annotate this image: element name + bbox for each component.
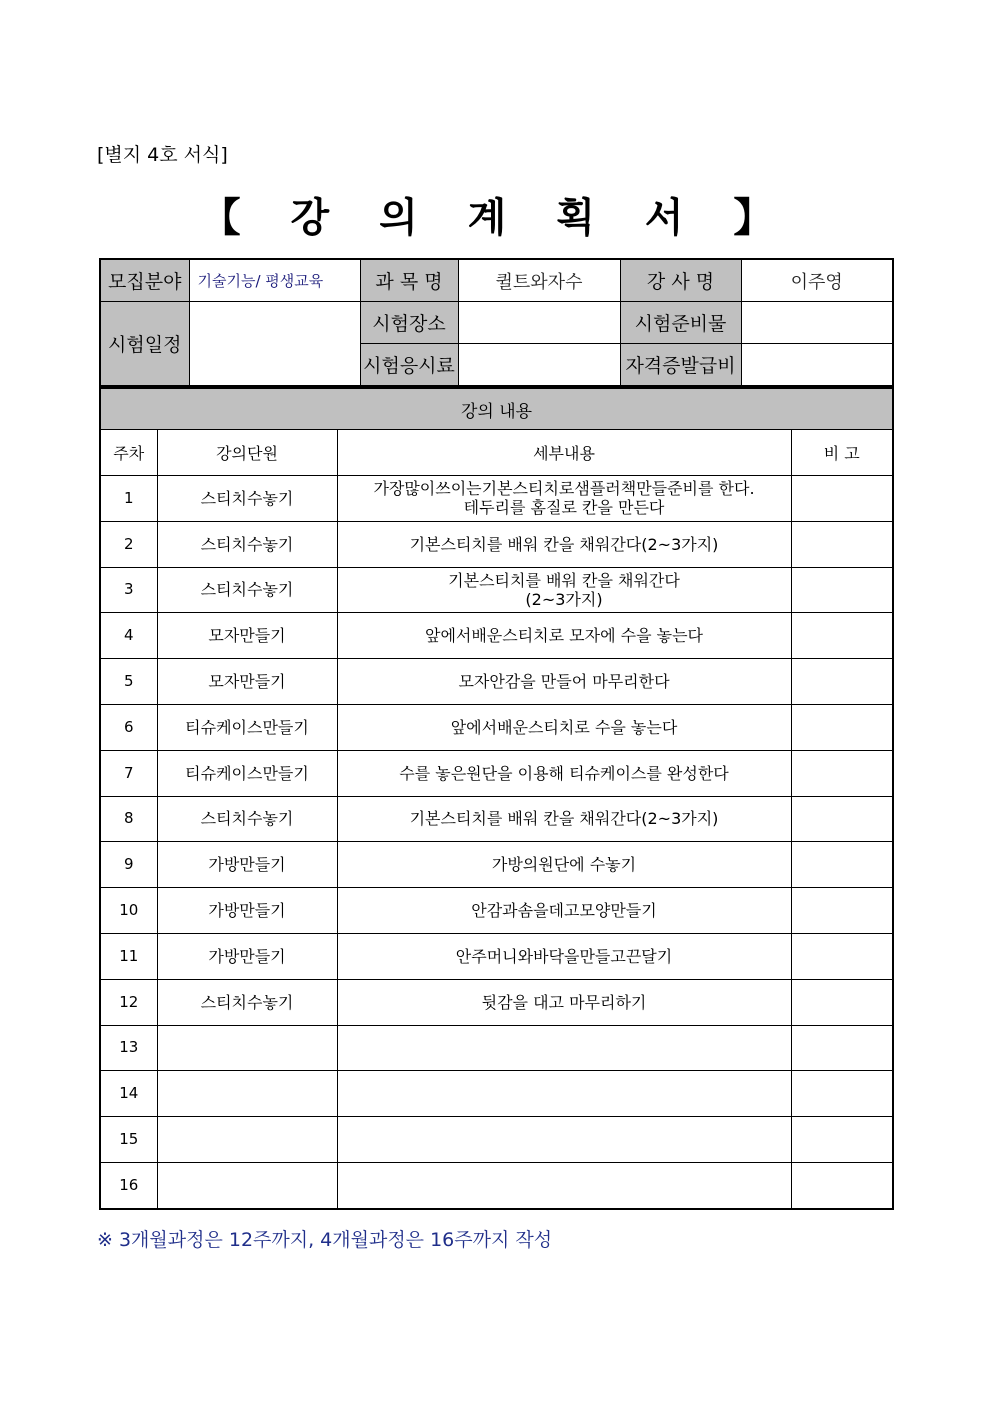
week-cell: 13 xyxy=(100,1025,157,1071)
subject-label: 과 목 명 xyxy=(360,259,458,302)
detail-line: 앞에서배운스티치로 수을 놓는다 xyxy=(450,717,678,737)
week-cell: 5 xyxy=(100,659,157,705)
cert-fee-value xyxy=(741,344,893,387)
note-cell xyxy=(791,979,893,1025)
note-cell xyxy=(791,796,893,842)
unit-cell xyxy=(157,1162,337,1208)
note-cell xyxy=(791,476,893,522)
week-cell: 14 xyxy=(100,1071,157,1117)
week-cell: 15 xyxy=(100,1117,157,1163)
table-row xyxy=(100,1162,893,1208)
exam-schedule-value xyxy=(189,302,360,387)
table-row xyxy=(100,613,893,659)
week-cell: 9 xyxy=(100,842,157,888)
detail-line: 앞에서배운스티치로 모자에 수을 놓는다 xyxy=(424,626,703,646)
week-cell: 4 xyxy=(100,613,157,659)
instructor-value: 이주영 xyxy=(741,259,893,302)
table-row xyxy=(100,521,893,567)
unit-cell: 모자만들기 xyxy=(157,659,337,705)
detail-line-2: (2~3가지) xyxy=(525,589,603,609)
table-row xyxy=(100,704,893,750)
detail-cell xyxy=(337,750,791,796)
unit-cell: 티슈케이스만들기 xyxy=(157,750,337,796)
document-title: 【 강 의 계 획 서 】 xyxy=(200,195,792,241)
detail-line: 기본스티치를 배워 칸을 채워간다(2~3가지) xyxy=(409,534,719,554)
detail-cell xyxy=(337,1117,791,1163)
section-title: 강의 내용 xyxy=(100,388,893,430)
unit-cell: 가방만들기 xyxy=(157,842,337,888)
detail-cell xyxy=(337,1071,791,1117)
table-row xyxy=(100,1117,893,1163)
table-row xyxy=(100,1071,893,1117)
lecture-plan-table xyxy=(99,387,894,1210)
unit-cell: 모자만들기 xyxy=(157,613,337,659)
note-cell xyxy=(791,1071,893,1117)
table-row xyxy=(100,888,893,934)
unit-cell: 스티치수놓기 xyxy=(157,567,337,613)
unit-cell xyxy=(157,1025,337,1071)
exam-fee-value xyxy=(458,344,620,387)
exam-place-value xyxy=(458,302,620,344)
detail-line: 수를 놓은원단을 이용해 티슈케이스를 완성한다 xyxy=(399,763,729,783)
unit-cell xyxy=(157,1071,337,1117)
exam-schedule-label: 시험일정 xyxy=(100,302,189,387)
table-row xyxy=(100,933,893,979)
detail-line-2: 테두리를 홈질로 칸을 만든다 xyxy=(463,498,665,518)
table-row xyxy=(100,750,893,796)
detail-line: 안주머니와바닥을만들고끈달기 xyxy=(455,946,673,966)
detail-line: 기본스티치를 배워 칸을 채워간다 xyxy=(448,570,680,590)
week-cell: 12 xyxy=(100,979,157,1025)
detail-cell xyxy=(337,476,791,522)
note-cell xyxy=(791,750,893,796)
table-row xyxy=(100,659,893,705)
unit-cell: 가방만들기 xyxy=(157,933,337,979)
detail-cell xyxy=(337,842,791,888)
cert-fee-label: 자격증발급비 xyxy=(620,344,741,387)
unit-cell: 티슈케이스만들기 xyxy=(157,704,337,750)
week-cell: 2 xyxy=(100,521,157,567)
detail-cell xyxy=(337,521,791,567)
note-cell xyxy=(791,1162,893,1208)
detail-cell xyxy=(337,888,791,934)
table-row xyxy=(100,796,893,842)
detail-cell xyxy=(337,659,791,705)
field-value: 기술기능/ 평생교육 xyxy=(189,259,360,302)
week-cell: 6 xyxy=(100,704,157,750)
detail-line: 기본스티치를 배워 칸을 채워간다(2~3가지) xyxy=(409,809,719,829)
exam-supplies-label: 시험준비물 xyxy=(620,302,741,344)
unit-cell: 스티치수놓기 xyxy=(157,796,337,842)
table-row xyxy=(100,1025,893,1071)
note-cell xyxy=(791,521,893,567)
week-cell: 10 xyxy=(100,888,157,934)
detail-cell xyxy=(337,796,791,842)
detail-cell xyxy=(337,1162,791,1208)
detail-line: 가방의원단에 수놓기 xyxy=(491,855,637,875)
col-note: 비 고 xyxy=(791,430,893,476)
detail-line: 가장많이쓰이는기본스티치로샘플러책만들준비를 한다. xyxy=(373,479,755,499)
table-row xyxy=(100,567,893,613)
table-row xyxy=(100,476,893,522)
detail-cell xyxy=(337,979,791,1025)
note-cell xyxy=(791,1117,893,1163)
footnote: ※ 3개월과정은 12주까지, 4개월과정은 16주까지 작성 xyxy=(97,1229,553,1251)
week-cell: 16 xyxy=(100,1162,157,1208)
exam-fee-label: 시험응시료 xyxy=(360,344,458,387)
detail-line: 뒷감을 대고 마무리하기 xyxy=(481,992,647,1012)
week-cell: 11 xyxy=(100,933,157,979)
detail-line: 안감과솜을데고모양만들기 xyxy=(471,901,657,921)
week-cell: 7 xyxy=(100,750,157,796)
note-cell xyxy=(791,888,893,934)
week-cell: 8 xyxy=(100,796,157,842)
detail-cell xyxy=(337,613,791,659)
detail-line: 모자안감을 만들어 마무리한다 xyxy=(458,672,670,692)
note-cell xyxy=(791,704,893,750)
note-cell xyxy=(791,613,893,659)
unit-cell: 가방만들기 xyxy=(157,888,337,934)
unit-cell xyxy=(157,1117,337,1163)
table-row xyxy=(100,842,893,888)
table-row xyxy=(100,979,893,1025)
exam-place-label: 시험장소 xyxy=(360,302,458,344)
col-unit: 강의단원 xyxy=(157,430,337,476)
detail-cell xyxy=(337,704,791,750)
note-cell xyxy=(791,567,893,613)
col-week: 주차 xyxy=(100,430,157,476)
detail-cell xyxy=(337,1025,791,1071)
detail-cell xyxy=(337,567,791,613)
week-cell: 3 xyxy=(100,567,157,613)
info-table xyxy=(99,258,894,387)
field-label: 모집분야 xyxy=(100,259,189,302)
note-cell xyxy=(791,933,893,979)
detail-cell xyxy=(337,933,791,979)
subject-value: 퀼트와자수 xyxy=(458,259,620,302)
note-cell xyxy=(791,842,893,888)
unit-cell: 스티치수놓기 xyxy=(157,476,337,522)
form-label: [별지 4호 서식] xyxy=(97,144,228,166)
instructor-label: 강 사 명 xyxy=(620,259,741,302)
col-detail: 세부내용 xyxy=(337,430,791,476)
unit-cell: 스티치수놓기 xyxy=(157,521,337,567)
exam-supplies-value xyxy=(741,302,893,344)
unit-cell: 스티치수놓기 xyxy=(157,979,337,1025)
note-cell xyxy=(791,659,893,705)
note-cell xyxy=(791,1025,893,1071)
week-cell: 1 xyxy=(100,476,157,522)
